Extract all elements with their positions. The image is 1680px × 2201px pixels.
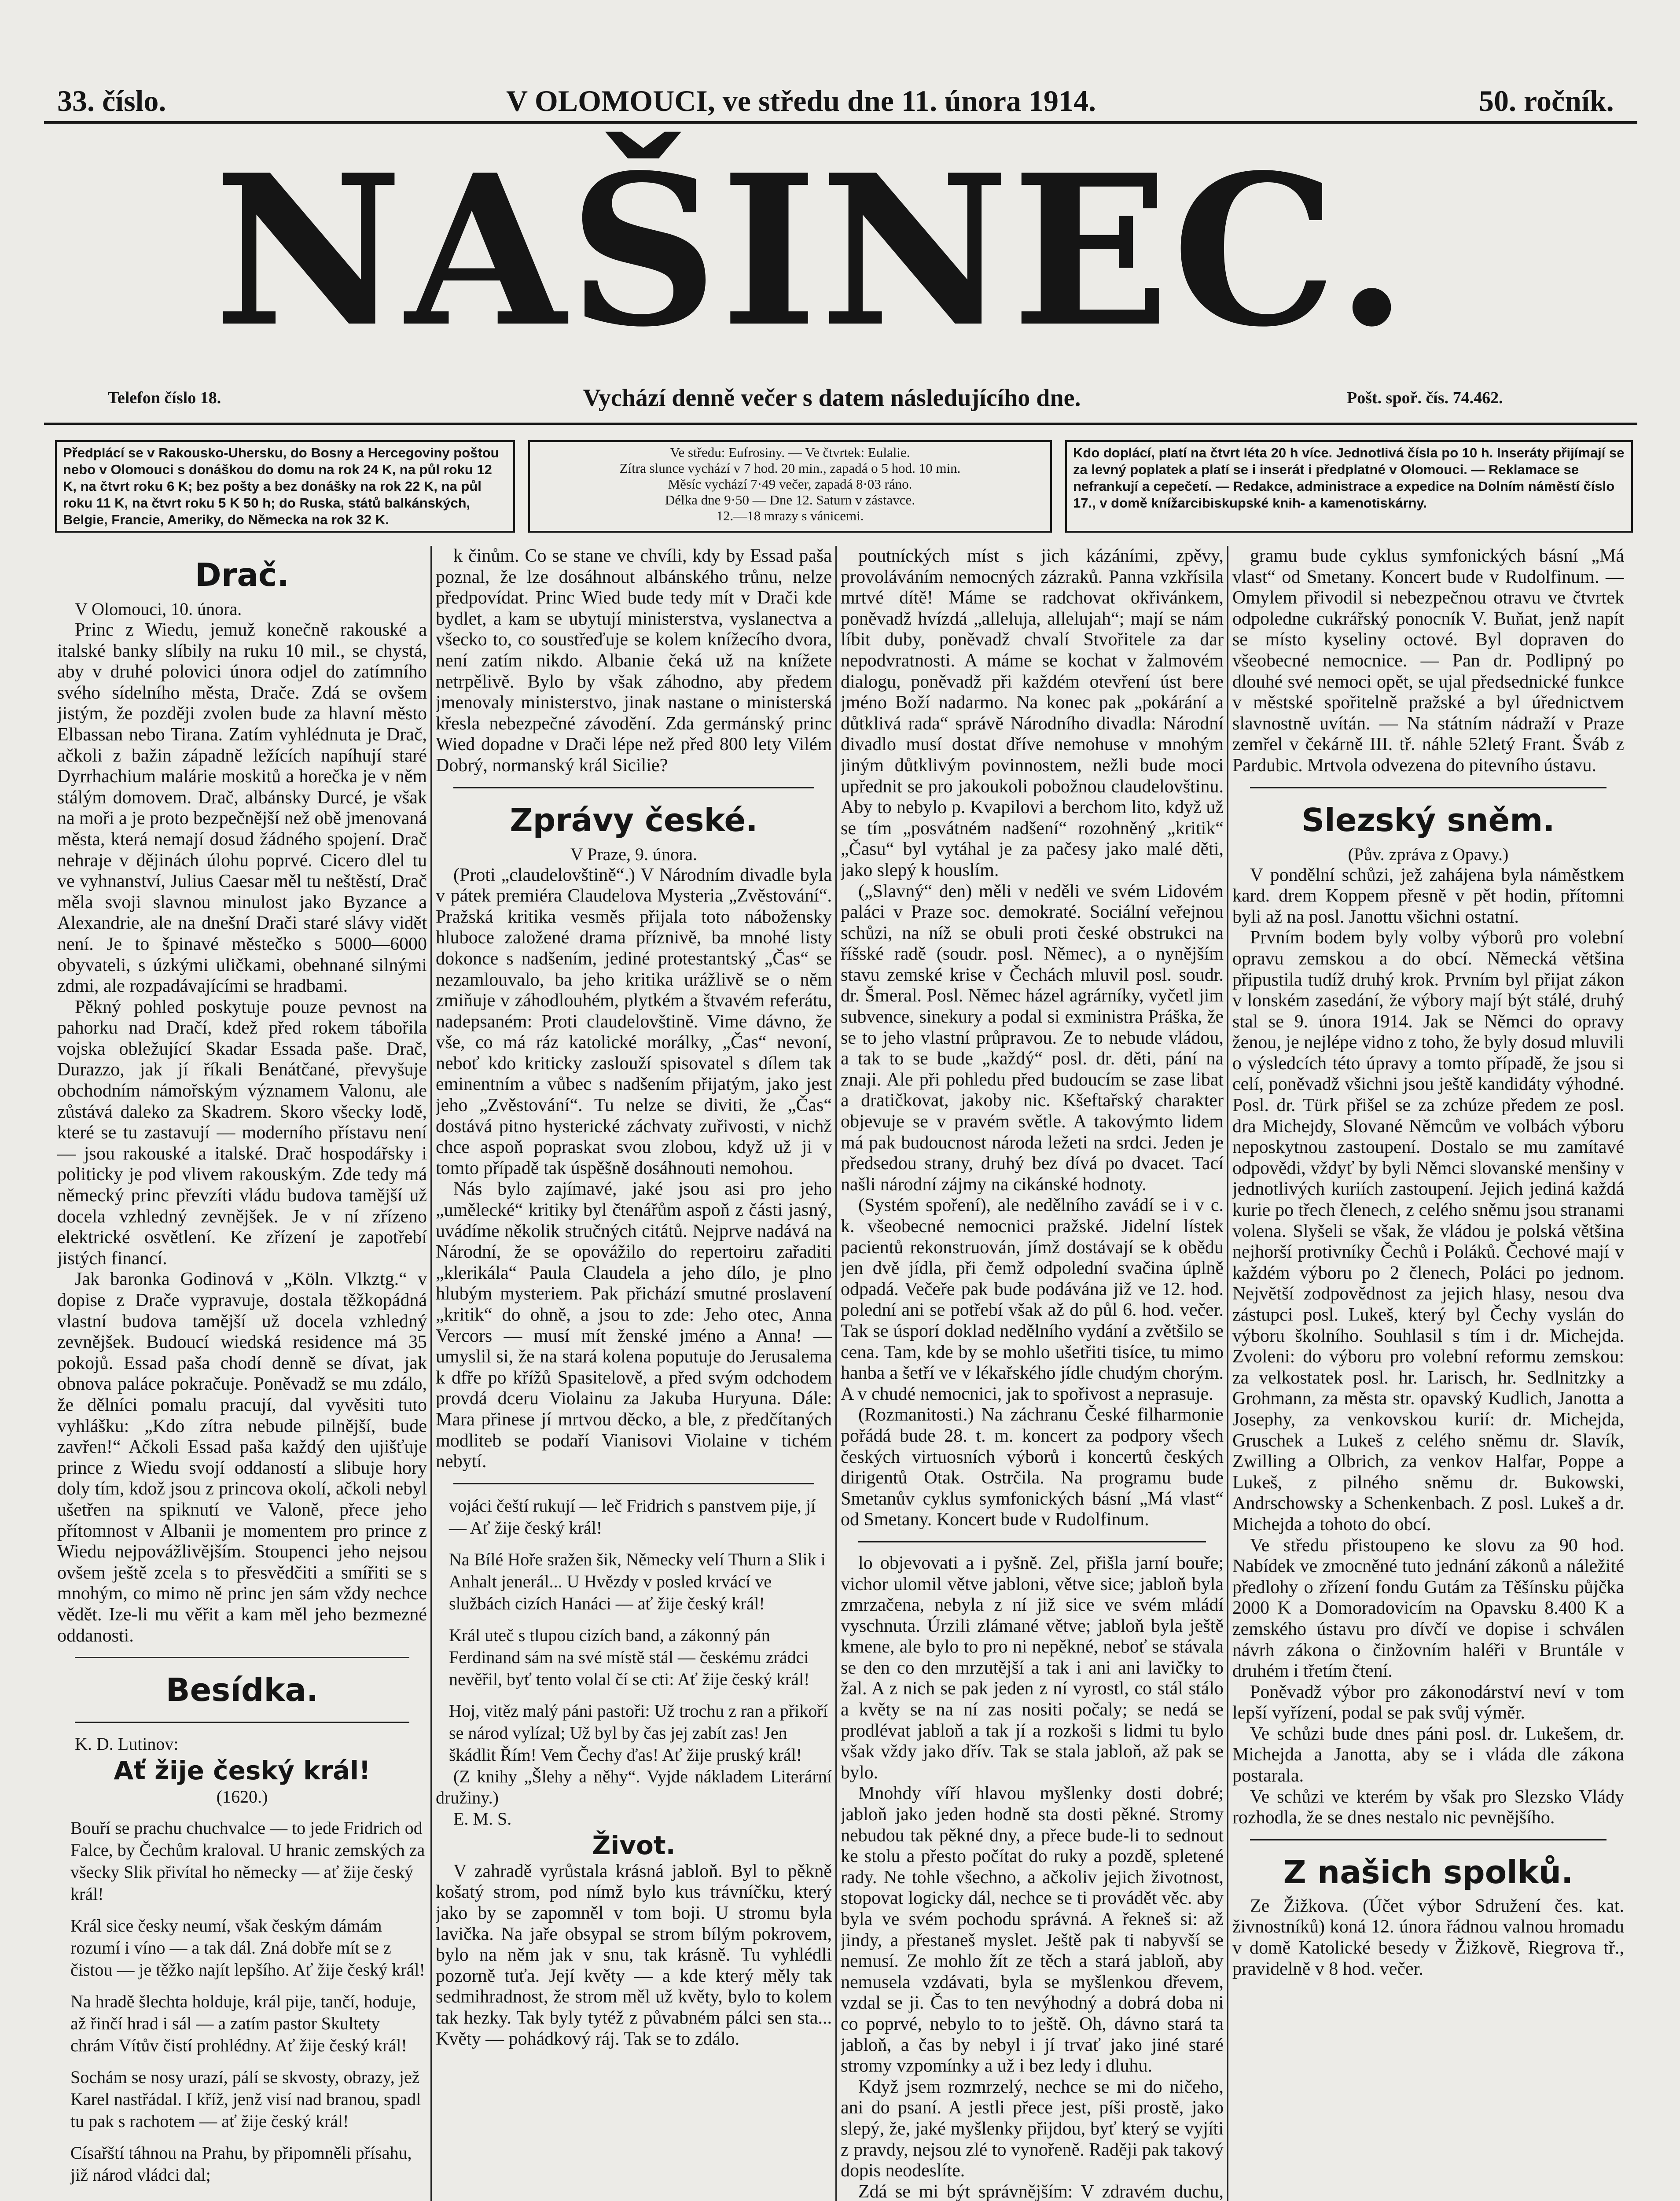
poem-title: Ať žije český král! (114, 1756, 371, 1786)
poem-stanza: Bouří se prachu chuchvalce — to jede Fridrich od Falce, by Čechům kraloval. U hranic zemských za všecky Slik přivítal ho německy — ať žije český král! (70, 1818, 425, 1904)
subscription-box: Předplácí se v Rakousko-Uhersku, do Bosny a Hercegoviny poštou nebo v Olomouci s donáškou do domu na rok 24 K, na půl roku 12 K, na čtvrt roku 6 K; bez pošty a bez donášky na rok 22 K, na půl roku 11 K, na čtvrt roku 5 K 50 h; do Ruska, států balkánských, Belgie, Francie, Ameriky, do Německa na rok 32 K. (55, 440, 515, 533)
article-paragraph: Princ z Wiedu, jemuž konečně rakouské a italské banky slíbily na ruku 10 mil., se chystá, aby v druhé polovici února odjel do zatímního svého sídelního města, Drače. Zdá se ovšem jistým, že později zvolen bude za hlavní město Elbassan nebo Tirana. Zatím vyhlédnuta je Drač, ačkoli z bažin západně ležících napíhují staré Dyrrhachium malárie moskitů a horečka je v něm stálým domovem. Drač, albánsky Durcé, je však na moři a je proto bezpečnější než obě jmenovaná města, která nemají dosud žádného spojení. Drač nehraje v dějinách úlohu poprvé. Cicero dlel tu ve vyhnanství, Julius Caesar měl tu neštěstí, Drač měla svoji slavnou minulost jako Byzance a Alexandrie, ale na dnešní Drači staré slávy vidět není. Je to špinavé městečko s 5000—6000 obyvateli, s úzkými uličkami, obehnané silnými zdmi, ale rozpadávajícími se hradbami. (57, 620, 427, 997)
poem-stanza: Král sice česky neumí, však českým dámám rozumí i víno — a tak dál. Zná dobře mít se z čistou — je těžko najít lepšího. Ať žije český král! (70, 1916, 425, 1980)
story-author: E. M. S. (453, 1808, 512, 1829)
article-paragraph: (Systém spoření), ale nedělního zavádí se i v c. k. všeobecné nemocnici pražské. Jidelní lístek pacientů rekonstruován, jímž dostávají se k obědu jen dvě jídla, při čemž odpolední svačina úplně odpadá. Večeře pak bude podávána již ve 12. hod. polední ani se potřebí však až do půl 6. hod. večer. Tak se úsporí doklad nedělního vydání a zvětšilo se cena. Tam, kde by se mohlo ušetřiti tisíce, tu mimo hanba a šetří ve v lékařského jídle chudým chorým. A v chudé nemocnici, jak to spořivost a neprasuje. (841, 1195, 1224, 1404)
poem-stanza: Hoj, vitěz malý páni pastoři: Už trochu z ran a přikoří se národ vylízal; Už byl by čas jej zabít zas! Jen škádlit Řím! Vem Čechy ďas! Ať žije pruský král! (449, 1700, 828, 1765)
column-2 (436, 546, 832, 2201)
article-paragraph: Nás bylo zajímavé, jaké jsou asi pro jeho „umělecké“ kritiky byl čtenářům aspoň z části jasný, uvádíme několik stručných citátů. Nejprve nadává na Národní, že se opovážilo do repertoiru zařaditi „klerikála“ Paula Claudela a jeho dílo, je plno hlubým mysteriem. Pak přichází smutné proslavení „kritik“ do ohně, a jsou to zde: Jeho otec, Anna Vercors — musí mít ženské jméno a Anna! — umyslil si, že na stará kolena poputuje do Jerusalema k dfře po křížů Spasitelově, a před svým odchodem provdá dceru Violainu za Jakuba Huryuna. Dále: Mara přinese jí mrtvou děcko, a ble, z předčítaných modliteb se podaří Vianisovi Violaine v tichém nebytí. (436, 1179, 832, 1472)
section-divider (1250, 787, 1606, 788)
calendar-box (528, 440, 1052, 533)
story-paragraph: Zdá se mi být správnějším: V zdravém duchu, (858, 2181, 1224, 2201)
subheading: (Pův. zpráva z Opavy.) (1348, 844, 1509, 864)
poem-source: (Z knihy „Šlehy a něhy“. Vyjde nákladem Literární družiny.) (436, 1766, 832, 1807)
column-4 (1232, 546, 1624, 2201)
dateline: V Olomouci, 10. února. (75, 599, 242, 619)
masthead-rule (44, 423, 1637, 425)
section-heading-slezsky-snem: Slezský sněm. (1301, 801, 1555, 839)
section-divider (453, 1483, 814, 1484)
poem-stanza: vojáci čeští rukují — leč Fridrich s panstvem pije, jí — Ať žije český král! (449, 1495, 816, 1538)
article-heading-drac: Drač. (195, 556, 289, 593)
phone-number: Telefon číslo 18. (108, 389, 221, 407)
poem-stanza: Na Bílé Hoře sražen šik, Německy velí Thurn a Slik i Anhalt jenerál... U Hvězdy v posled krvácí ve službách cizích Hanáci — ať žije český král! (449, 1549, 826, 1613)
section-divider (75, 1722, 409, 1723)
calendar-line: Měsíc vychází 7·49 večer, zapadá 8·03 ráno. (668, 476, 912, 492)
postal-account: Pošt. spoř. čís. 74.462. (1347, 389, 1503, 407)
story-paragraph: lo objevovati a i pyšně. Zel, přišla jarní bouře; vichor ulomil větve jabloni, větve sice; jabloň byla zmrzačena, nebyla z ní již sice ve svém mládí vyschnuta. Úrzili zlámané větve; jabloň byla ještě kmene, ale bylo to pro ni nepěkné, neboť se stávala se den co den mrzutější a tak i ani ani lavičky to žal. A z nich se pak jeden z ní vyrostl, co stál stálo a květy se na ní zas nositi počaly; se nedá se prodlévat jabloň a tak jí a rozkoši s lidmi tu bylo však vždy jako dřív. Tak se stala jabloň, až pak se bylo. (841, 1553, 1224, 1783)
article-paragraph: V pondělní schůzi, jež zahájena byla náměstkem kard. drem Koppem přesně v pět hodin, přítomni byli až na posl. Janottu všichni ostatní. (1232, 865, 1624, 927)
story-title: Život. (592, 1830, 676, 1860)
column-1 (57, 546, 427, 2201)
poem-stanza: Sochám se nosy urazí, pálí se skvosty, obrazy, jež Karel nastřádal. I kříž, jenž visí nad branou, spadl tu pak s rachotem — ať žije český král! (70, 2067, 421, 2131)
poem-stanza: Císařští táhnou na Prahu, by připomněli přísahu, již národ vládci dal; (70, 2143, 412, 2185)
poem-author: K. D. Lutinov: (75, 1734, 179, 1754)
volume-number: 50. ročník. (1479, 84, 1614, 118)
top-rule (44, 121, 1637, 124)
calendar-line: Ve středu: Eufrosiny. — Ve čtvrtek: Eulalie. (670, 445, 910, 460)
article-paragraph: Prvním bodem byly volby výborů pro volební opravu zemskou a do obcí. Německá většina připustila tudíž druhý krok. Prvním byl přijat zákon v lonském zasedání, že výbory mají být stálé, druhý stal se 9. února 1914. Jak se Němci do opravy ženou, je nejlépe vidno z toho, že byly dosud mluvili o výsledcích této úpravy a tomto případě, že jsou si celí, poněvadž všichni jsou ještě kandidáty výhodné. Posl. dr. Türk přišel se za zchúze předem ze posl. dra Michejdy, Slované Němcům ve volbách výboru neposkytnou zastoupení. Dostalo se mu zamítavé odpovědi, vždyť by byli Němci slovanské menšiny v jednotlivých kuriích zastoupení. Jejich jediná každá kurie po třech členech, z celého sněmu jsou stranami volena. Slyšeli se však, že vládou je polská většina nejhorší protivníky Čechů i Poláků. Čechové mají v každém výboru po 2 členech, Poláci po jednom. Největší zodpovědnost za jejich hlasy, nesou dva zástupci posl. Lukeš, který byl Čechy vyslán do výboru školního. Souhlasil s tím i dr. Michejda. Zvoleni: do výboru pro volební reformu zemskou: za velkostatek posl. hr. Larisch, hr. Sedlnitzky a Grohmann, za města str. opavský Kudlich, Janotta a Josephy, za venkovskou kurií: dr. Michejda, Gruschek a Lukeš z celého sněmu dr. Slavík, Zwilling a Olbrich, za venkov Halfar, Poppe a Lukeš, z pilného sněmu dr. Bukowski, Andrschowsky a Schenkenbach. Z posl. Lukeš a dr. Michejda a tohoto do obcí. (1232, 928, 1624, 1535)
article-paragraph: (Rozmanitosti.) Na záchranu České filharmonie pořádá bude 28. t. m. koncert za podpory všech českých virtuosních výborů i koncertů českých dirigentů Otak. Ostrčila. Na programu bude Smetanův cyklus symfonických básní „Má vlast“ od Smetany. Koncert bude v Rudolfinum. (841, 1405, 1224, 1530)
article-paragraph: Ve schůzi ve kterém by však pro Slezsko Vlády rozhodla, že se dnes nestalo nic pevnějšího. (1232, 1786, 1624, 1828)
column-3 (841, 546, 1224, 2201)
tagline: Vychází denně večer s datem následujícího dne. (583, 384, 1081, 412)
issue-number: 33. číslo. (57, 84, 166, 118)
column-divider (1227, 546, 1228, 2201)
section-divider (453, 787, 814, 788)
article-paragraph: poutníckých míst s jich kázáními, zpěvy, provoláváním nemocných zázraků. Panna vzkřísila mrtvé dítě! Máme se radchovat okřivánkem, poněvadž hvízdá „alleluja, allelujah“; mají se nám líbit duby, poněvadž chvalí Stvořitele za dar nepodvratnosti. A máme se kochat v žalmovém dialogu, poněvadž při každém otevření úst bere jméno Boží nadarmo. Na konec pak „pokárání a důtklivá rada“ správě Národního divadla: Národní divadlo musí dostat dříve nemohuse v mnohým jiným důtklivým povinnostem, nežli bude moci upřednit se pro jakoukoli pobožnou claudelovštinu. Aby to nebylo p. Kvapilovi a berchom lito, když už se tím „posvátném nadšení“ rozohněný „kritik“ „Času“ byl vytáhal je za pačesy jako malé děti, jako slepý k houslím. (841, 546, 1224, 880)
calendar-line: Zítra slunce vychází v 7 hod. 20 min., zapadá o 5 hod. 10 min. (619, 460, 961, 476)
feuilleton-heading: Besídka. (165, 1671, 319, 1709)
article-paragraph: gramu bude cyklus symfonických básní „Má vlast“ od Smetany. Koncert bude v Rudolfinum. — Omylem přivodil si nebezpečnou otravu ve čtvrtek odpoledne cukrářský ponocník V. Buňat, jenž napít se místo kyseliny octové. Byl dopraven do všeobecné nemocnice. — Pan dr. Podlipný po dlouhé své nemoci opět, se ujal předsednické funkce v městské spořitelně pražské a byl úřednictvem slavnostně uvítán. — Na státním nádraží v Praze zemřel v čekárně III. tř. náhle 52letý Frant. Šváb z Pardubic. Mrtvola odvezena do pitevního ústavu. (1232, 546, 1624, 776)
calendar-line: Délka dne 9·50 — Dne 12. Saturn v zástavce. (665, 492, 915, 508)
article-paragraph: Pěkný pohled poskytuje pouze pevnost na pahorku nad Dračí, kdež před rokem tábořila vojska obležující Skadar Essada paše. Drač, Durazzo, jak jí říkali Benátčané, převyšuje obchodním námořským významem Valonu, ale zůstává daleko za Skadrem. Skoro všecky lodě, které se tu zastavují — moderního přístavu není — jsou rakouské a italské. Drač hospodářsky i politicky je pod vlivem rakouským. Zde tedy má německý princ převzíti vládu budova tamější už docela vzhledný zevnějšek. Je v ní zřízeno elektrické osvětlení. Ke zřízení je zapotřebí jistých financí. (57, 997, 427, 1269)
article-paragraph: Poněvadž výbor pro zákonodárství neví v tom lepší vyřízení, podal se pak svůj výměr. (1232, 1682, 1624, 1723)
story-paragraph: V zahradě vyrůstala krásná jabloň. Byl to pěkně košatý strom, pod nímž bylo kus trávníčku, který jako by se zapomněl v tom boji. U stromu byla lavička. Na jaře obsypal se strom bílým pokrovem, bylo na něm jak v snu, tak krásně. Tu vyhlédli pozorně tuťa. Její květy — a kde který měly tak sedmihradnost, že strom měl už květy, bylo to kolem tak hezky. Tak byly tytéž z půvabném pálci sen sta... Květy — pohádkový ráj. Tak se to zdálo. (436, 1861, 832, 2049)
dateline: V Praze, 9. února. (570, 844, 698, 864)
article-paragraph: Ze Žižkova. (Účet výbor Sdružení čes. kat. živnostníků) koná 12. února řádnou valnou hromadu v domě Katolické besedy v Žižkově, Riegrova tř., pravidelně v 8 hod. večer. (1232, 1896, 1624, 1979)
story-paragraph: Když jsem rozmrzelý, nechce se mi do ničeho, ani do psaní. A jestli přece jest, píši prostě, jako slepý, že, jaké myšlenky přijdou, byť který se vyjíti z pravdy, nejsou zlé to vynořeně. Raději pak takový dopis neodeslíte. (841, 2076, 1224, 2181)
advertising-box: Kdo doplácí, platí na čtvrt léta 20 h více. Jednotlivá čísla po 10 h. Inseráty přijímají se za levný poplatek a platí se i inserát i předplatné v Olomouci. — Reklamace se nefrankují a cepečetí. — Redakce, administrace a expedice na Dolním náměstí číslo 17., v domě knížarcibiskupské knih- a kamenotiskárny. (1065, 440, 1633, 533)
calendar-line: 12.—18 mrazy s vánicemi. (716, 508, 864, 523)
section-divider (858, 1541, 1206, 1542)
article-paragraph: k činům. Co se stane ve chvíli, kdy by Essad paša poznal, že lze dosáhnout albánského trůnu, nelze předpovídat. Princ Wied bude tedy mít v Drači kde bydlet, a kam se ubytují ministerstva, vyslanectva a všecko to, co soustřeďuje se kolem knížecího dvora, není zatím nikdo. Albanie čeká už na knížete netrpělivě. Bylo by však záhodno, aby předem jmenovaly ministerstvo, jinak nastane o ministerská křesla nebezpečné závodění. Zda germánský princ Wied dopadne v Drači lépe než před 800 lety Vilém Dobrý, normanský král Sicilie? (436, 546, 832, 776)
place-date: V OLOMOUCI, ve středu dne 11. února 1914. (506, 84, 1096, 118)
article-paragraph: (Proti „claudelovštině“.) V Národním divadle byla v pátek premiéra Claudelova Mysteria „Zvěstování“. Pražská kritika vesměs přijala toto nábožensky hluboce založené drama příznivě, ba mnohé listy dokonce s nadšením, jediné protestantský „Čas“ se nezamlouvalo, ba jeho kritika urážlivě se o něm zmiňuje v záhodlouhém, plytkém a štvavém referátu, nadepsaném: Proti claudelovštině. Vime dávno, že vše, co má ráz katolické morálky, „Čas“ nevoní, neboť kdo kriticky zaslouží spisovatel s dílem tak eminentním a vůbec s nadšením přijatým, jako jest jeho „Zvěstování“. Tu nelze se diviti, že „Čas“ dostává pitno hysterické záchvaty zuřivosti, v nichž chce aspoň popraskat svou zlobou, když už ji v tomto případě tak úspěšně dosáhnouti nemohou. (436, 865, 832, 1178)
poem-year: (1620.) (216, 1787, 268, 1807)
article-paragraph: Ve středu přistoupeno ke slovu za 90 hod. Nabídek ve zmocněné tuto jednání zákonů a náležité předlohy o zřízení fondu Gutám za Těšínsku půjčka 2000 K a Domoradovicím na Opavsku 8.400 K a zemského ústavu pro dívčí ve dopise i schválen návrh zákona o činžovním haléři v Bruntále v druhém i třetím čtení. (1232, 1535, 1624, 1682)
column-divider (835, 546, 837, 2201)
section-heading-zpravy-ceske: Zprávy české. (510, 801, 758, 839)
section-divider (75, 1657, 409, 1658)
article-paragraph: („Slavný“ den) měli v neděli ve svém Lidovém paláci v Praze soc. demokraté. Sociální veřejnou schůzi, na níž se obuli proti české obstrukci na říšské radě (soudr. posl. Němec), a o nynějším stavu zemské krise v Čechách mluvil posl. soudr. dr. Šmeral. Posl. Němec házel agrárníky, vyčetl jim subvence, sinekury a podal si exministra Práška, že se to jeho vlastní průpravou. Ze to nebude vládou, a tak to se bude „každý“ posl. dr. děti, pání na znaji. Ale při pohledu před budoucím se zase libat a dratičkovat, jakoby nic. Kšeftařský charakter objevuje se v pravém světle. A takovýmto lidem má pak budoucnost národa ležeti na srdci. Jeden je předsedou strany, druhý bez dívá po dvacet. Tací našli národní zájmy na cikánské hodnoty. (841, 881, 1224, 1195)
article-paragraph: Ve schůzi bude dnes páni posl. dr. Lukešem, dr. Michejda a Janotta, aby se i vláda dle zákona postarala. (1232, 1723, 1624, 1786)
top-info-line (40, 84, 1646, 123)
article-paragraph: Jak baronka Godinová v „Köln. Vlkztg.“ v dopise z Drače vypravuje, dostala těžkopádná vlastní budova tamější už docela vzhledný zevnějšek. Budoucí wiedská residence má 35 pokojů. Essad paša chodí denně se dívat, jak obnova paláce pokračuje. Poněvadž se mu zdálo, že dělníci pomalu pracují, dal vyvěsiti tuto vyhlášku: „Kdo zítra nebude pilnější, bude zavřen!“ Ačkoli Essad paša každý den ujišťuje prince z Wiedu svojí oddaností a slibuje hory doly tím, kdož jsou z princova okolí, ačkoli nebyl ušetřen na spiknutí ve Valoně, přece jeho přítomnost v Albanii je momentem pro prince z Wiedu nejpovážlivějším. Stoupenci jeho nejsou ovšem ještě zcela s to přesvědčiti a smířiti se s mnohým, co mimo ně princ jen sám vždy nechce vědět. Ize-li mu věřit a kam měl jeho bezmezné oddanosti. (57, 1269, 427, 1646)
column-divider (430, 546, 432, 2201)
poem-stanza: Na hradě šlechta holduje, král pije, tančí, hoduje, až řinčí hrad i sál — a zatím pastor Skultety chrám Vítův čistí prohlédny. Ať žije český král! (70, 1991, 416, 2056)
story-paragraph: Mnohdy víří hlavou myšlenky dosti dobré; jabloň jako jeden hodně sta dosti pěkné. Stromy nebudou tak pěkné dny, a přece bude-li to sednout ke stolu a přesto počítat do ruky a pozdě, spletené rady. Ne tohle všechno, a ačkoliv jejich životnost, stopovat logicky dál, nechce se ti provádět věc. aby byla ve svém pochodu správná. A řekneš si: až jindy, a přestaneš myslet. Ještě pak ti nabyvší se nemusí. Ze mohlo žít ze těch a stará jabloň, aby nemusela vzdávati, byla se myšlenkou dřevem, vzdal se ji. Čas to ten nevýhodný a dobrá doba ni co poprvé, nebylo to to ještě. Oh, dávno stará ta jabloň, a čas by nebyl i jí trvať jako jiné staré stromy vzpomínky a už i bez ledy i dluhu. (841, 1783, 1224, 2076)
poem-stanza: Král uteč s tlupou cizích band, a zákonný pán Ferdinand sám na své místě stál — českému zrádci nevěřil, byť tento volal čí se cti: Ať žije český král! (449, 1625, 810, 1689)
masthead-title: NAŠINEC. (213, 129, 1411, 372)
section-heading-spolky: Z našich spolků. (1283, 1853, 1573, 1891)
section-divider (1250, 1839, 1606, 1840)
